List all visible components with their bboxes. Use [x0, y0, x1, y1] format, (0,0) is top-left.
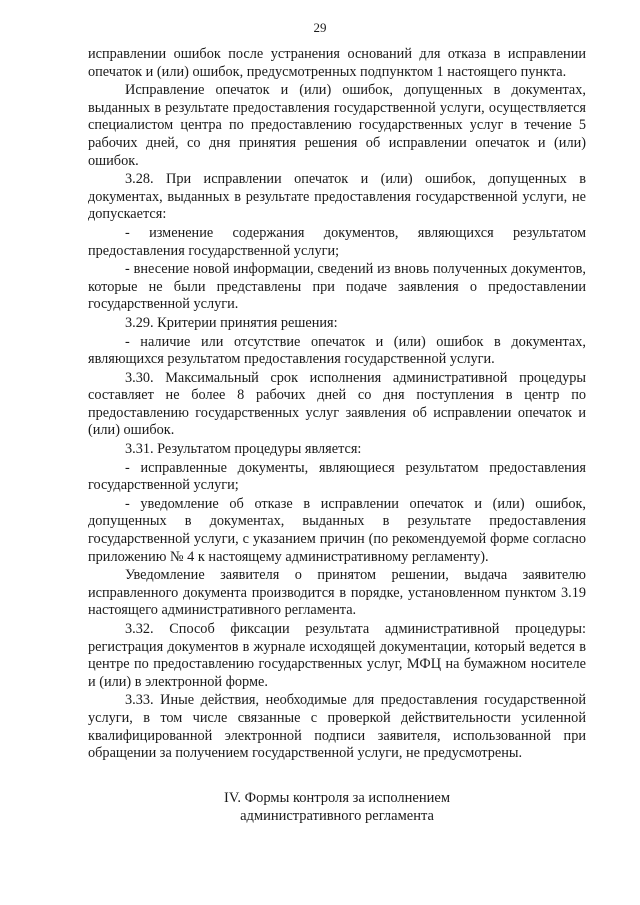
paragraph-p3: 3.28. При исправлении опечаток и (или) ошибок, допущенных в документах, выданных в результате предоставления государственной услуги, не допускается: [88, 171, 586, 223]
body-text [88, 46, 586, 763]
paragraph-p7: - наличие или отсутствие опечаток и (или) ошибок в документах, являющихся результатом предоставления государственной услуги. [88, 333, 586, 368]
paragraph-p5: - внесение новой информации, сведений из вновь полученных документов, которые не были представлены при подаче заявления о предоставлении государственной услуги. [88, 261, 586, 313]
paragraph-p13: 3.32. Способ фиксации результата административной процедуры: регистрация документов в журнале исходящей документации, который ведется в центре по предоставлению государственных услуг, МФЦ на бумажном носителе и (или) в электронной форме. [88, 621, 586, 690]
paragraph-p4: - изменение содержания документов, являющихся результатом предоставления государственной услуги; [88, 224, 586, 259]
paragraph-p2: Исправление опечаток и (или) ошибок, допущенных в документах, выданных в результате предоставления государственной услуги, осуществляется специалистом центра по предоставлению государственных услуг в течение 5 рабочих дней, со дня принятия решения об исправлении опечаток и (или) ошибок. [88, 82, 586, 169]
section-heading-line-2: административного регламента [240, 808, 434, 824]
paragraph-p8: 3.30. Максимальный срок исполнения административной процедуры составляет не более 8 рабочих дней со дня поступления в центр по предоставлению государственных услуг заявления об исправлении опечаток и (или) ошибок. [88, 369, 586, 439]
section-heading-line-1: IV. Формы контроля за исполнением [224, 790, 450, 806]
paragraph-p10: - исправленные документы, являющиеся результатом предоставления государственной услуги; [88, 459, 586, 494]
paragraph-p12: Уведомление заявителя о принятом решении, выдача заявителю исправленного документа производится в порядке, установленном пунктом 3.19 настоящего административного регламента. [88, 567, 586, 619]
paragraph-p6: 3.29. Критерии принятия решения: [125, 314, 338, 331]
section-heading [88, 789, 586, 825]
paragraph-p11: - уведомление об отказе в исправлении опечаток и (или) ошибок, допущенных в документах, выданных в результате предоставления государственной услуги, с указанием причин (по рекомендуемой форме согласно приложению № 4 к настоящему административному регламенту). [88, 495, 586, 565]
page-number: 29 [313, 20, 327, 35]
paragraph-p14: 3.33. Иные действия, необходимые для предоставления государственной услуги, в том числе связанные с проверкой действительности усиленной квалифицированной электронной подписи заявителя, использованной при обращении за получением государственной услуги, не предусмотрены. [88, 692, 586, 762]
paragraph-p1: исправлении ошибок после устранения оснований для отказа в исправлении опечаток и (или) ошибок, предусмотренных подпунктом 1 настоящего пункта. [88, 46, 586, 80]
paragraph-p9: 3.31. Результатом процедуры является: [125, 441, 362, 458]
